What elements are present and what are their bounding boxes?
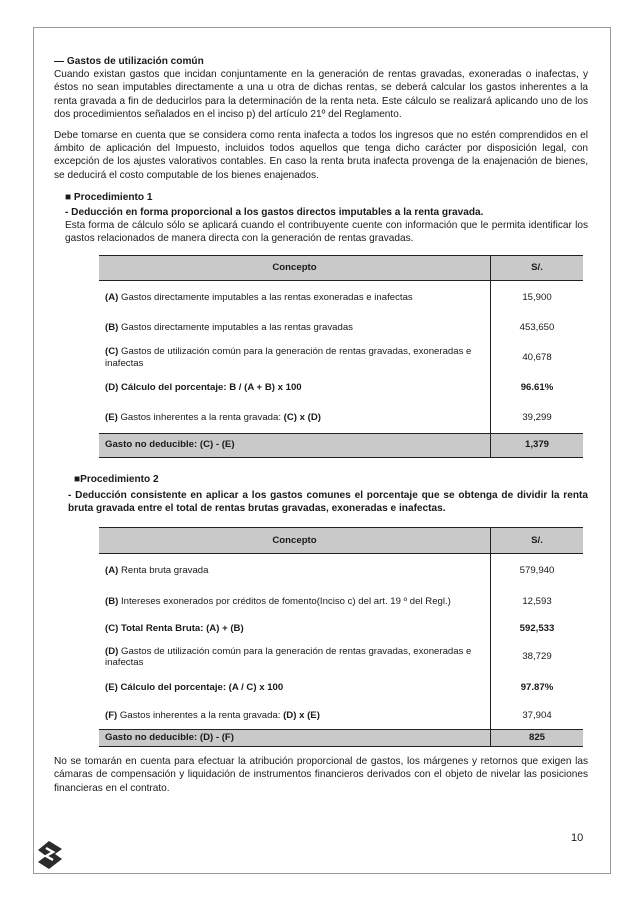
row-value: 453,650 [491,314,584,341]
procedure-2-table [99,527,583,747]
procedure-1-title: ■ Procedimiento 1 [65,191,153,203]
procedure-1-table [99,255,583,458]
row-letter: (B) [105,595,119,607]
row-value: 12,593 [491,587,584,617]
row-letter: (E) [105,411,118,423]
table-row [99,314,583,341]
footer-paragraph: No se tomarán en cuenta para efectuar la atribución proporcional de gastos, los márgenes y retornos que exigen las cámaras de compensación y liquidación de instrumentos financieros derivados con el objeto de nivelar las posiciones financieras en el contrato. [54,756,588,794]
table-header-concept: Concepto [99,255,491,280]
table-row [99,617,583,641]
row-value: 97.87% [491,674,584,702]
row-letter: (A) [105,291,119,303]
table-total-row [99,433,583,457]
row-value: 15,900 [491,280,584,314]
publisher-logo-icon [35,840,63,870]
section-paragraph-2: Debe tomarse en cuenta que se considera como renta inafecta a todos los ingresos que no estén comprendidos en el ámbito de aplicación del Impuesto, incluidos todos aquellos que tenga dicho carácter por disposición legal, con excepción de los ajustes valorativos contables. En caso la renta bruta inafecta provenga de la enajenación de bienes, se deducirá el costo computable de los bienes enajenados. [54,130,588,181]
row-text: (E) Cálculo del porcentaje: (A / C) x 100 [105,681,284,693]
procedure-1 [54,191,588,246]
row-value: 592,533 [491,617,584,641]
table-row [99,641,583,674]
row-text: Gastos de utilización común para la generación de rentas gravadas, exoneradas e inafectas [105,346,472,369]
row-letter: (F) [105,709,118,721]
row-text: Gastos directamente imputables a las rentas gravadas [118,321,353,333]
row-text: (C) Total Renta Bruta: (A) + (B) [105,622,244,634]
row-text: Intereses exonerados por créditos de fomento(Inciso c) del art. 19 º del Regl.) [118,595,451,607]
section-paragraph-1: Cuando existan gastos que incidan conjuntamente en la generación de rentas gravadas, exoneradas o inafectas, y éstos no sean imputables directamente a una u otra de dichas rentas, se deberá calcular los gastos inherentes a la renta gravada a fin de deducirlos para la determinación de la renta neta. Este cálculo se realizará aplicando uno de los dos procedimientos señalados en el inciso p) del artículo 21º del Reglamento. [54,69,588,120]
row-text: Gastos de utilización común para la generación de rentas gravadas, exoneradas e inafectas [105,645,472,669]
row-value: 39,299 [491,402,584,433]
table-total-row [99,730,583,747]
table-header-concept: Concepto [99,528,491,554]
row-letter: (D) [105,645,119,657]
row-text: Gastos inherentes a la renta gravada: [117,709,284,721]
row-text: Gastos directamente imputables a las rentas exoneradas e inafectas [118,291,413,303]
total-label: Gasto no deducible: (C) - (E) [99,433,491,457]
row-letter: (B) [105,321,119,333]
page-content [54,55,588,795]
row-value: 96.61% [491,374,584,402]
table-header-value: S/. [491,255,584,280]
table-row [99,374,583,402]
table-row [99,402,583,433]
procedure-2-subtitle: - Deducción consistente en aplicar a los gastos comunes el porcentaje que se obtenga de dividir la renta bruta gravada entre el total de rentas brutas gravadas, exoneradas e inafectas. [68,489,588,515]
procedure-2-title: ■Procedimiento 2 [74,473,159,485]
table-row [99,280,583,314]
row-value: 40,678 [491,341,584,374]
section-title: — Gastos de utilización común [54,56,204,67]
row-letter: (A) [105,564,119,576]
total-label: Gasto no deducible: (D) - (F) [99,730,491,747]
table-header-value: S/. [491,528,584,554]
row-letter: (C) [105,346,119,358]
total-value: 825 [491,730,584,747]
procedure-1-subtitle: - Deducción en forma proporcional a los gastos directos imputables a la renta gravada. [65,207,484,219]
total-value: 1,379 [491,433,584,457]
table-row [99,554,583,587]
row-value: 38,729 [491,641,584,674]
row-text: (D) Cálculo del porcentaje: B / (A + B) x 100 [105,382,302,394]
table-row [99,674,583,702]
row-formula: (D) x (E) [283,709,320,721]
procedure-1-description: Esta forma de cálculo sólo se aplicará cuando el contribuyente cuente con información que le permita identificar los gastos relacionados de manera directa con la generación de rentas gravadas. [65,220,588,245]
page-number: 10 [571,832,584,844]
table-row [99,587,583,617]
row-formula: (C) x (D) [283,411,321,423]
table-row [99,702,583,730]
procedure-2 [54,473,588,516]
row-text: Gastos inherentes a la renta gravada: [117,411,284,423]
row-value: 37,904 [491,702,584,730]
table-row [99,341,583,374]
row-text: Renta bruta gravada [118,564,209,576]
row-value: 579,940 [491,554,584,587]
